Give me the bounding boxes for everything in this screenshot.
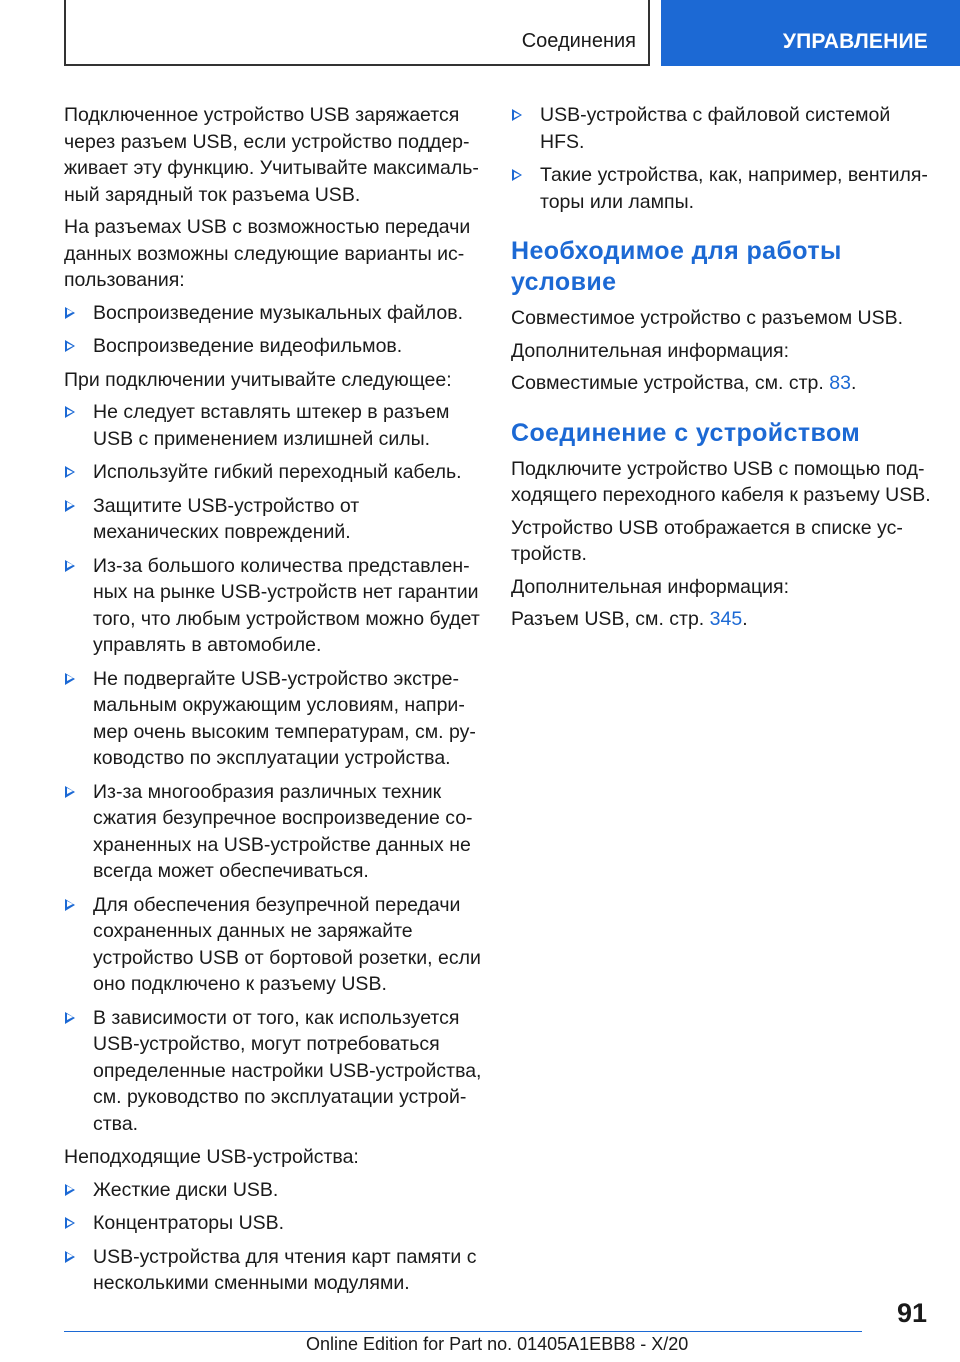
list-item [64,666,482,772]
triangle-bullet-icon [65,1184,75,1196]
left-column [64,102,482,1304]
reference-period: . [742,608,748,630]
list-item [64,399,482,452]
paragraph-reference [511,606,931,633]
triangle-bullet-icon [65,500,75,512]
list-item [511,102,931,155]
triangle-bullet-icon [65,1251,75,1263]
list-item [64,333,482,360]
triangle-bullet-icon [65,560,75,572]
list-item [64,493,482,546]
list-item-text: Воспроизведение видеофильмов. [93,335,403,357]
list-item-text: Из-за большого количества представленных на рынке USB-устройств нет гарантии того, что любым устройством можно будет управлять в автомобиле. [93,554,480,656]
triangle-bullet-icon [512,109,522,121]
list-item-text: USB-устройства с файловой системой HFS. [540,104,891,153]
paragraph-reference [511,370,931,397]
paragraph-notes-intro: При подключении учитывайте следующее: [64,368,452,391]
footer-edition: Online Edition for Part no. 01405A1EBB8 - X/20 [306,1334,689,1354]
list-item [64,1210,482,1237]
section-title: Соединения [521,30,636,52]
triangle-bullet-icon [65,673,75,685]
heading-connect: Соединение с устройством [511,418,861,447]
footer-divider [64,1331,862,1332]
triangle-bullet-icon [65,466,75,478]
triangle-bullet-icon [65,340,75,352]
paragraph-device-list: Устройство USB отображается в списке устройств. [511,516,903,565]
list-item-text: Не подвергайте USB-устройство экстремальным окружающим условиям, например очень высоким температурам, см. руководство по эксплуатации устройства. [93,667,476,769]
list-item-text: Используйте гибкий переходный кабель. [93,461,462,483]
paragraph-unsuitable-intro: Неподходящие USB-устройства: [64,1146,359,1168]
list-item-text: Для обеспечения безупречной передачи сохраненных данных не заряжайте устройство USB от бортовой розетки, если оно подключено к разъему USB. [93,893,481,995]
list-item [64,300,482,327]
list-item [64,779,482,885]
reference-period: . [850,372,857,394]
list-item [64,1005,482,1138]
list-item-text: Защитите USB-устройство от механических повреждений. [93,494,360,543]
triangle-bullet-icon [512,169,522,181]
paragraph-charging: Подключенное устройство USB заряжается через разъем USB, если устройство поддерживает эту функцию. Учитывайте максимальный зарядный ток разъема USB. [64,104,479,206]
chapter-title: УПРАВЛЕНИЕ [782,30,928,53]
header-section-box [64,0,650,66]
triangle-bullet-icon [65,1012,75,1024]
triangle-bullet-icon [65,406,75,418]
list-item [64,553,482,659]
paragraph-data-uses: На разъемах USB с возможностью передачи данных возможны следующие варианты использования: [64,216,471,291]
heading-requirement: Необходимое для работы условие [511,237,842,296]
triangle-bullet-icon [65,1217,75,1229]
reference-text: Разъем USB, см. стр. [511,608,705,630]
list-item-text: Из-за многообразия различных техник сжатия безупречное воспроизведение сохраненных на USB-устройстве данных не всегда может обеспечиваться. [93,780,473,882]
list-item [64,459,482,486]
paragraph-connect: Подключите устройство USB с помощью подходящего переходного кабеля к разъему USB. [511,457,931,506]
list-item-text: Концентраторы USB. [93,1212,285,1234]
list-item [64,1244,482,1297]
triangle-bullet-icon [65,786,75,798]
list-item [511,162,931,215]
list-item-text: Воспроизведение музыкальных файлов. [93,301,464,324]
page-number: 91 [896,1298,927,1328]
paragraph-more-info: Дополнительная информация: [511,575,790,598]
triangle-bullet-icon [65,307,75,319]
page-link-83[interactable]: 83 [829,372,851,394]
list-item-text: В зависимости от того, как используется USB-устройство, могут потребоваться определенные настройки USB-устройства, см. руководство по эксплуатации устройства. [93,1006,482,1135]
right-column [511,102,931,639]
list-item [64,892,482,998]
list-item-text: Не следует вставлять штекер в разъем USB с применением излишней силы. [93,401,450,450]
list-item-text: Жесткие диски USB. [93,1178,279,1201]
page-link-345[interactable]: 345 [709,608,743,630]
reference-text: Совместимые устройства, см. стр. [511,372,824,394]
list-item [64,1177,482,1204]
triangle-bullet-icon [65,899,75,911]
list-item-text: Такие устройства, как, например, вентиляторы или лампы. [540,164,928,213]
paragraph-more-info: Дополнительная информация: [511,339,790,362]
header-chapter-tab[interactable] [661,0,960,66]
paragraph-requirement: Совместимое устройство с разъемом USB. [511,307,904,329]
list-item-text: USB-устройства для чтения карт памяти с несколькими сменными модулями. [93,1245,477,1294]
